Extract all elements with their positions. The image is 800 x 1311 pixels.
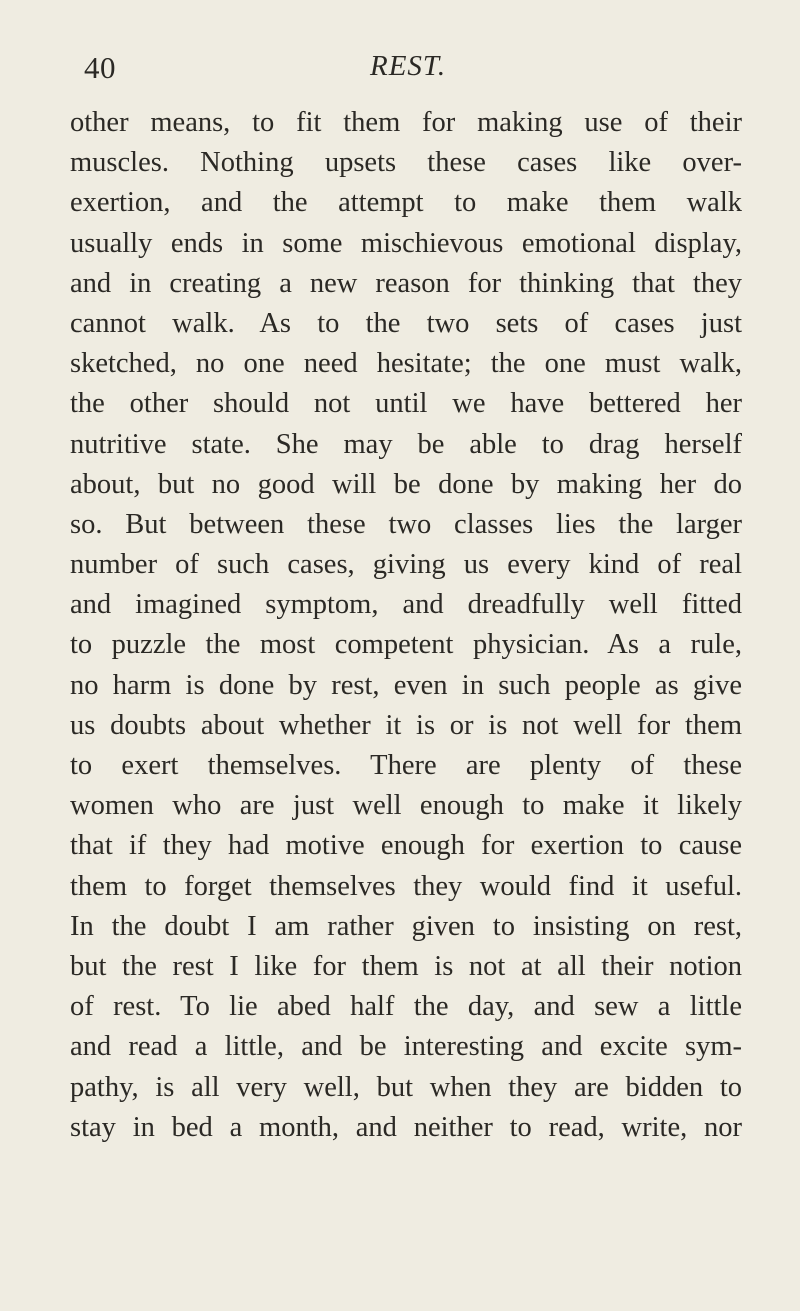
text-line: and read a little, and be interesting and excite sym- — [70, 1031, 742, 1063]
text-line: and in creating a new reason for thinking that they — [70, 267, 742, 299]
text-line: muscles. Nothing upsets these cases like over- — [70, 147, 742, 179]
text-line: of rest. To lie abed half the day, and sew a little — [70, 991, 742, 1023]
text-line: no harm is done by rest, even in such people as give — [70, 669, 742, 701]
text-line: the other should not until we have bettered her — [70, 388, 742, 420]
text-line: that if they had motive enough for exertion to cause — [70, 830, 742, 862]
text-line: about, but no good will be done by making her do — [70, 468, 742, 500]
text-line: and imagined symptom, and dreadfully well fitted — [70, 589, 742, 621]
text-line: but the rest I like for them is not at all their notion — [70, 950, 742, 982]
text-line: women who are just well enough to make it likely — [70, 790, 742, 822]
text-line: number of such cases, giving us every kind of real — [70, 549, 742, 581]
text-line: other means, to fit them for making use of their — [70, 107, 742, 138]
page-header — [84, 50, 740, 90]
text-line: usually ends in some mischievous emotional display, — [70, 227, 742, 259]
page-number: 40 — [84, 50, 116, 85]
text-line: pathy, is all very well, but when they are bidden to — [70, 1071, 742, 1103]
text-line: In the doubt I am rather given to insisting on rest, — [70, 910, 742, 942]
text-line: sketched, no one need hesitate; the one must walk, — [70, 348, 742, 380]
body-text — [70, 103, 742, 1148]
text-line: to puzzle the most competent physician. As a rule, — [70, 629, 742, 661]
text-line: to exert themselves. There are plenty of these — [70, 750, 742, 781]
running-title: REST. — [370, 50, 447, 82]
text-line: stay in bed a month, and neither to read, write, nor — [70, 1111, 742, 1143]
text-line: exertion, and the attempt to make them walk — [70, 187, 742, 219]
text-line: nutritive state. She may be able to drag herself — [70, 428, 742, 460]
text-line: them to forget themselves they would find it useful. — [70, 870, 742, 902]
text-line: us doubts about whether it is or is not well for them — [70, 709, 742, 741]
text-line: so. But between these two classes lies the larger — [70, 508, 742, 540]
text-line: cannot walk. As to the two sets of cases just — [70, 307, 742, 339]
